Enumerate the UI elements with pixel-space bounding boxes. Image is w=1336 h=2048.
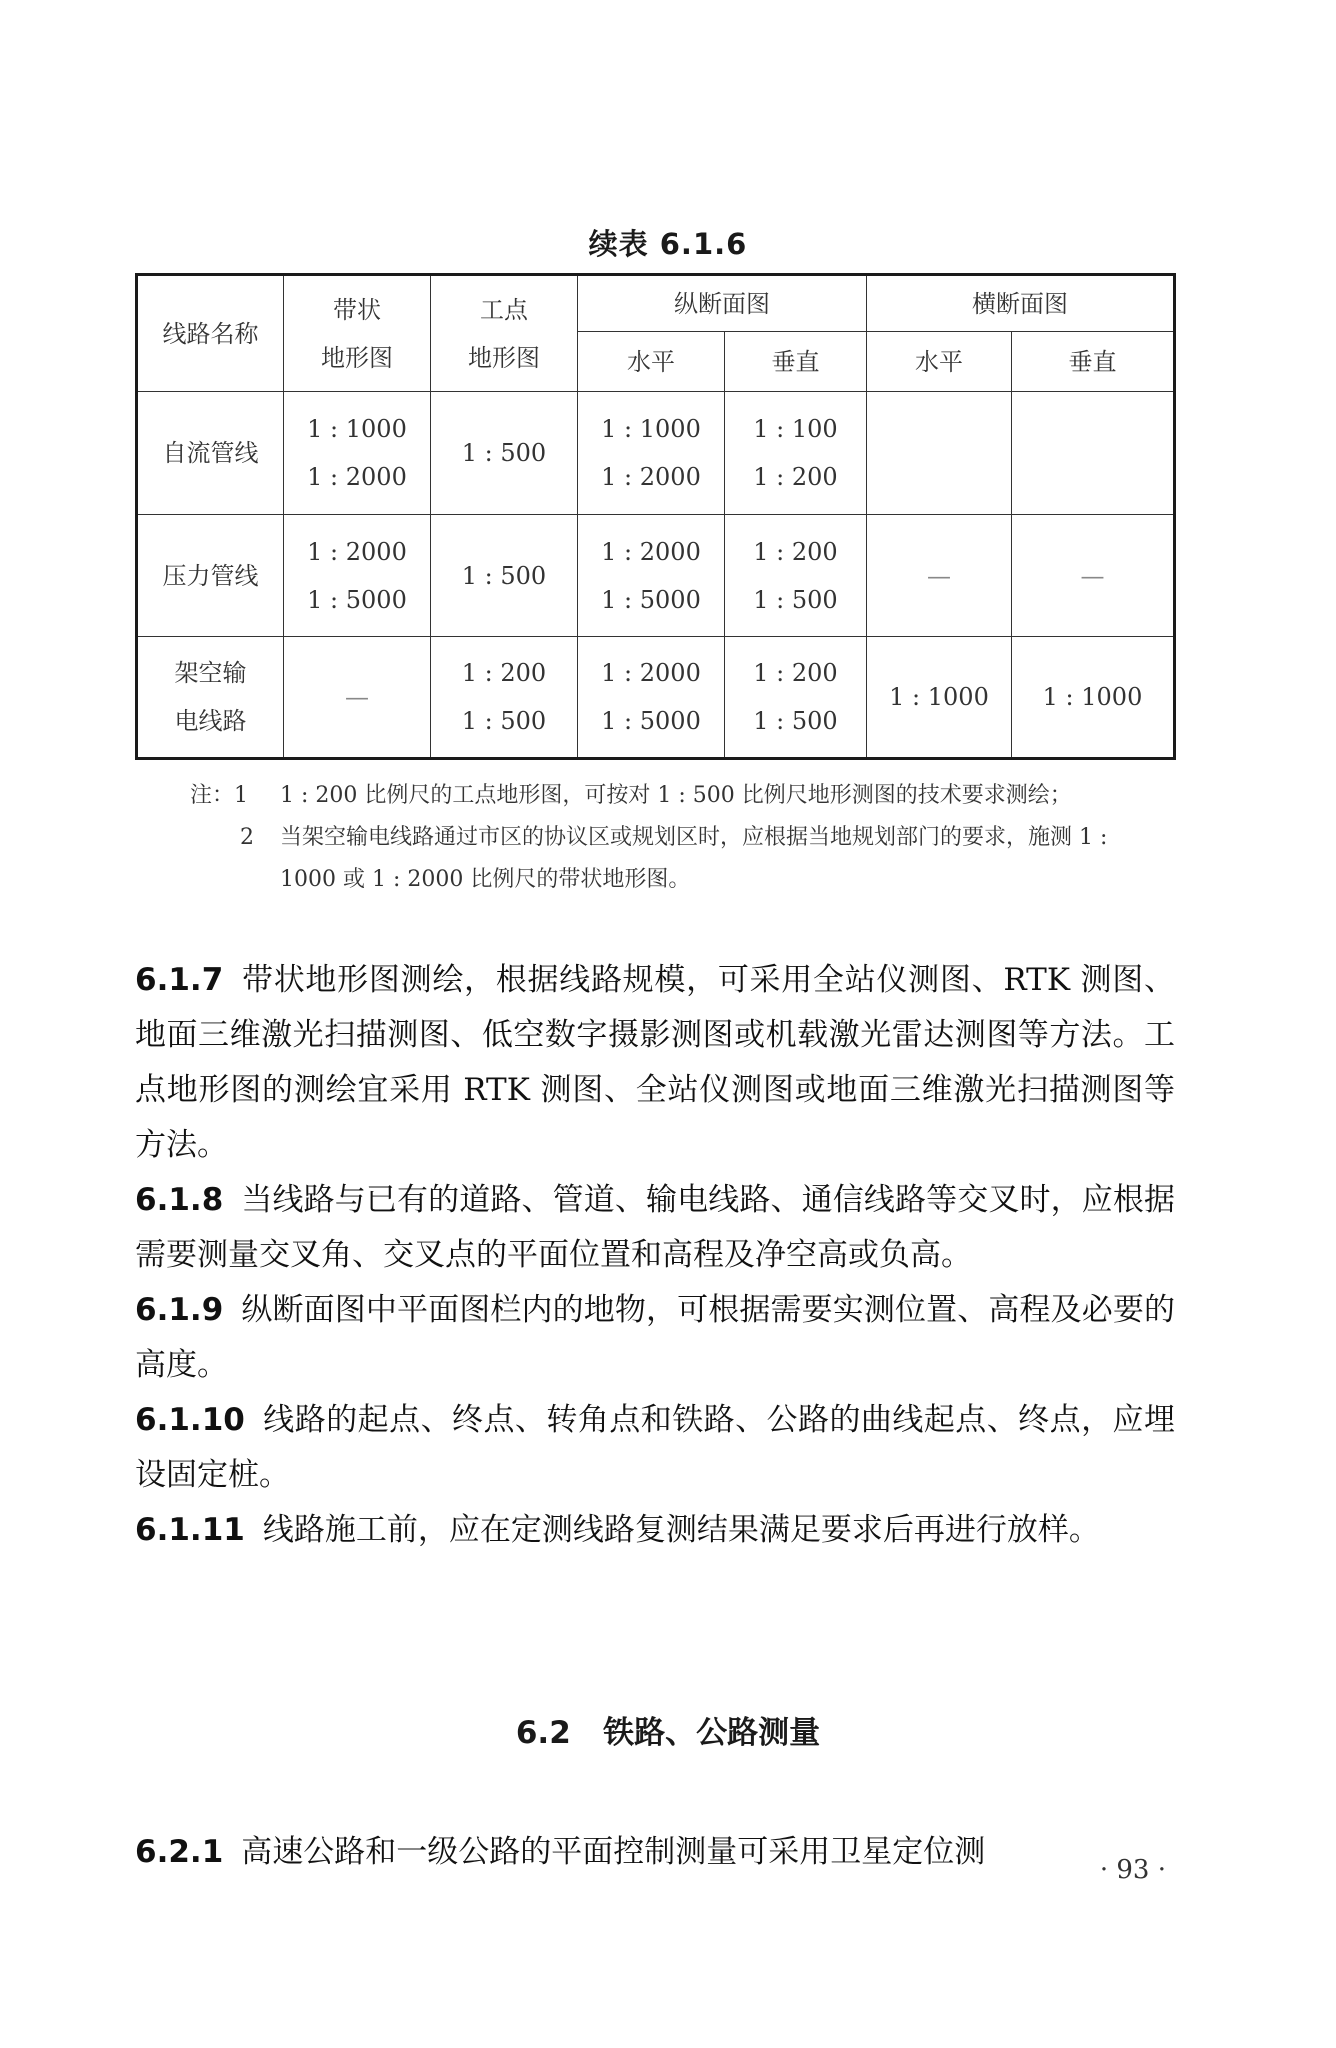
- row-cross-v: 1 : 1000: [1012, 637, 1175, 759]
- clause-6-2-1: 6.2.1 高速公路和一级公路的平面控制测量可采用卫星定位测: [135, 1834, 986, 1870]
- clause-6-1-11: 6.1.11 线路施工前，应在定测线路复测结果满足要求后再进行放样。: [135, 1512, 1100, 1548]
- row-site: 1 : 500: [431, 392, 578, 515]
- note-lead: 注：1: [190, 783, 248, 808]
- row-name: 压力管线: [137, 515, 284, 637]
- header-strip-map: 带状 地形图: [284, 275, 431, 392]
- clause-list: [135, 953, 1175, 1558]
- row-name: 架空输 电线路: [137, 637, 284, 759]
- note-text: 1 : 200 比例尺的工点地形图，可按对 1 : 500 比例尺地形测图的技术要求测绘；: [280, 783, 1072, 808]
- table-row: [137, 392, 1175, 515]
- header-site-map: 工点 地形图: [431, 275, 578, 392]
- header-cross: 横断面图: [867, 275, 1175, 332]
- row-long-v: 1 : 200 1 : 500: [725, 515, 867, 637]
- row-long-h: 1 : 2000 1 : 5000: [578, 637, 725, 759]
- row-site: 1 : 500: [431, 515, 578, 637]
- clause-6-1-9: 6.1.9 纵断面图中平面图栏内的地物，可根据需要实测位置、高程及必要的高度。: [135, 1292, 1175, 1383]
- header-longitudinal: 纵断面图: [578, 275, 867, 332]
- header-long-vertical: 垂直: [725, 332, 867, 392]
- table-caption: 续表 6.1.6: [588, 227, 748, 261]
- header-line-name: 线路名称: [137, 275, 284, 392]
- header-cross-vertical: 垂直: [1012, 332, 1175, 392]
- scale-table: [135, 273, 1176, 760]
- page-number: · 93 ·: [1099, 1855, 1166, 1885]
- row-cross-h: —: [867, 515, 1012, 637]
- note-text: 当架空输电线路通过市区的协议区或规划区时，应根据当地规划部门的要求，施测 1 : 1000 或 1 : 2000 比例尺的带状地形图。: [280, 825, 1108, 892]
- row-long-v: 1 : 200 1 : 500: [725, 637, 867, 759]
- row-site: 1 : 200 1 : 500: [431, 637, 578, 759]
- header-long-horizontal: 水平: [578, 332, 725, 392]
- clause-6-1-10: 6.1.10 线路的起点、终点、转角点和铁路、公路的曲线起点、终点，应埋设固定桩。: [135, 1402, 1175, 1493]
- table-notes: [190, 775, 1170, 901]
- row-cross-v: [1012, 392, 1175, 515]
- row-strip: 1 : 1000 1 : 2000: [284, 392, 431, 515]
- note-item: [190, 817, 1170, 901]
- row-cross-v: —: [1012, 515, 1175, 637]
- row-strip: —: [284, 637, 431, 759]
- row-long-h: 1 : 1000 1 : 2000: [578, 392, 725, 515]
- header-cross-horizontal: 水平: [867, 332, 1012, 392]
- clause-6-1-7: 6.1.7 带状地形图测绘，根据线路规模，可采用全站仪测图、RTK 测图、地面三维激光扫描测图、低空数字摄影测图或机载激光雷达测图等方法。工点地形图的测绘宜采用 RTK 测图、全站仪测图或地面三维激光扫描测图等方法。: [135, 962, 1175, 1163]
- row-strip: 1 : 2000 1 : 5000: [284, 515, 431, 637]
- row-cross-h: 1 : 1000: [867, 637, 1012, 759]
- row-name: 自流管线: [137, 392, 284, 515]
- row-long-v: 1 : 100 1 : 200: [725, 392, 867, 515]
- row-long-h: 1 : 2000 1 : 5000: [578, 515, 725, 637]
- note-number: 2: [240, 825, 254, 850]
- table-row: [137, 637, 1175, 759]
- note-item: [190, 775, 1170, 817]
- section-heading: 6.2 铁路、公路测量: [515, 1715, 821, 1751]
- clause-6-1-8: 6.1.8 当线路与已有的道路、管道、输电线路、通信线路等交叉时，应根据需要测量交叉角、交叉点的平面位置和高程及净空高或负高。: [135, 1182, 1175, 1273]
- table-row: [137, 515, 1175, 637]
- row-cross-h: [867, 392, 1012, 515]
